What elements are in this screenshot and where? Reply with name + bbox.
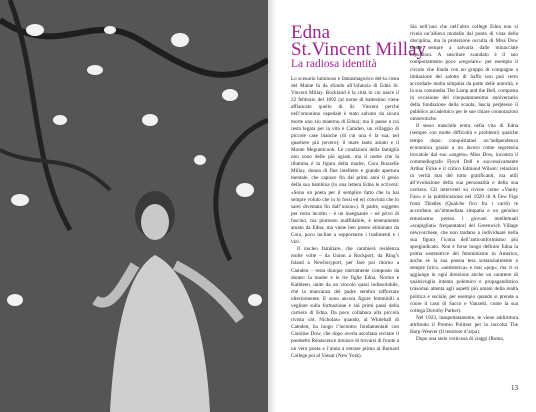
right-paragraph-1: Sia nell’uno che nell’altro college Edna non si rivela un’allieva modello dal punto di vista della disciplina, ma la protezione occulta di Miss Dow riesce sempre a salvarla dalle minacciate espulsioni. A suscitare scandalo è il suo comportamento poco «regolare»: per esempio il circolo che fonda con un gruppo di compagne a imitazione del salotto di Saffo non può certo accordarle molta simpatia da parte delle autorità, e la sua commedia The Lamp and the Bell, composta in occasione del cinquantunesimo anniversario della fondazione della scuola, lascia perplesso il pubblico accademico per le sue chiare connotazioni omoerotiche. bbox=[410, 24, 518, 123]
title-line-2: St.Vincent Millay bbox=[291, 39, 427, 60]
right-paragraph-4: Dopo una serie vorticosa di viaggi (Roma, bbox=[416, 336, 505, 343]
right-paragraph-3: Nel 1923, inaspettatamente, le viene addirittura attribuito il Premio Pulitzer per la raccolta The Harp-Weaver (Il tessitore d’arpa). bbox=[410, 314, 518, 336]
right-paragraph-2: Il sesso maschile entra nella vita di Edna (sempre con molte difficoltà e problemi) qualche tempo dopo: conquistatasi un’indipendenza economica grazie a un lavoro come segretaria trovatole dal suo «angelo» Miss Dow, incontra il commediografo Floyd Dell e successivamente Arthur Ficke e il critico Edmund Wilson: relazioni in verità mai del tutto gratificanti, ma utili all’evoluzione della sua personalità e della sua carriera. Gli interventi su riviste come «Vanity Fair» e la pubblicazione nel 1920 di A Few Figs from Thistles (Qualche fico fra i cardi) le accordano un’immediata simpatia e un genuino entusiasmo presso i giovani intellettuali «scapigliati» frequentatori del Greenwich Village newyorchese, che non tardano a individuare nella sua figura l’icona dell’anticonformismo più spregiudicato. Non è forse luogo definire Edna la prima sostenitrice del femminismo in America, anche se la sua poesia tesa sostanzialmente e sempre lirica, «antistorica» e mai «pop», ma vi si aggiunge in ogni direzione anche un carattere di qualsivoglia intento polemico e propagandistico (casomai attenta agli aspetti più umani della realtà politica e sociale, per esempio quando si prende a cuore il caso di Sacco e Vanzetti, come la sua collega Dorothy Parker). bbox=[410, 123, 518, 314]
page-gutter bbox=[268, 0, 276, 412]
page-number: 13 bbox=[511, 384, 518, 392]
left-paragraph-1: Lo scenario luminoso e fantasmagorico del-la costa del Maine fa da sfondo all’infanzia di Edna St. Vincent Millay. Rockland è la città in cui nasce il 22 febbraio del 1892 (al nome di battesimo viene affiancato quello di St. Vincent perché nell’omonimo ospedale è stato salvato da sicura morte uno zio materno di Edna); ma il paese a cui resta legata per la vita è Camden, un villaggio di piccole case bianche (di cui una è la sua, nel quartiere più povero), il mare tanto amato e il Monte Megunticook. Le condizioni della famiglia non sono delle più agiate, ma il nume che la illumina è la figura della madre, Cora Buzzelle Millay, donna di fine intelletto e grande apertura mentale, che capisce fin dal primi anni il genio della sua bambina (in una lettera Edna le scriverà: «Sono un poeta per il semplice fatto che tu hai sempre voluto che io lo fossi ed eri convinta che lo sarei diventata fin dall’inizio»). Il padre, soggetto per certo incolto – è un insegnante – né privo di fascino, ma piuttosto inaffidabile, è teneramente amato da Edna, ma viene ben presto eliminato da Cora, poco incline a sopportarne i tradimenti e i vizi. bbox=[291, 76, 399, 246]
article-title bbox=[291, 24, 426, 58]
text-page bbox=[276, 0, 536, 412]
left-column bbox=[291, 76, 399, 360]
left-paragraph-2: Il nucleo familiare, che cambierà residenza molte volte – da Union a Rockport, da Ring’s Island a Newburyport, per fare poi ritorno a Camden – resta dunque interamente composto da donne: la madre e le tre figlie Edna, Norma e Kathleen, unite da un vincolo quasi indissolubile, che la mancanza del padre sembra rafforzare ulteriormente. E sono ancora figure femminili a vegliare sulla formazione e sui primi passi della carriera di Edna. Da poco collabora alla piccola rivista «St. Nicholas» quando, al Whitehall di Camden, ha luogo l’incontro fondamentale con Caroline Dow, che dopo averla ascoltata recitare il poemetto Renascence intuisce di trovarsi di fronte a un vero poeta e l’aiuta a entrare prima al Barnard College poi al Vassar (New York). bbox=[291, 246, 399, 359]
title-line-1: Edna bbox=[291, 22, 331, 43]
right-column bbox=[410, 24, 518, 343]
article-subtitle: La radiosa identità bbox=[291, 58, 377, 70]
